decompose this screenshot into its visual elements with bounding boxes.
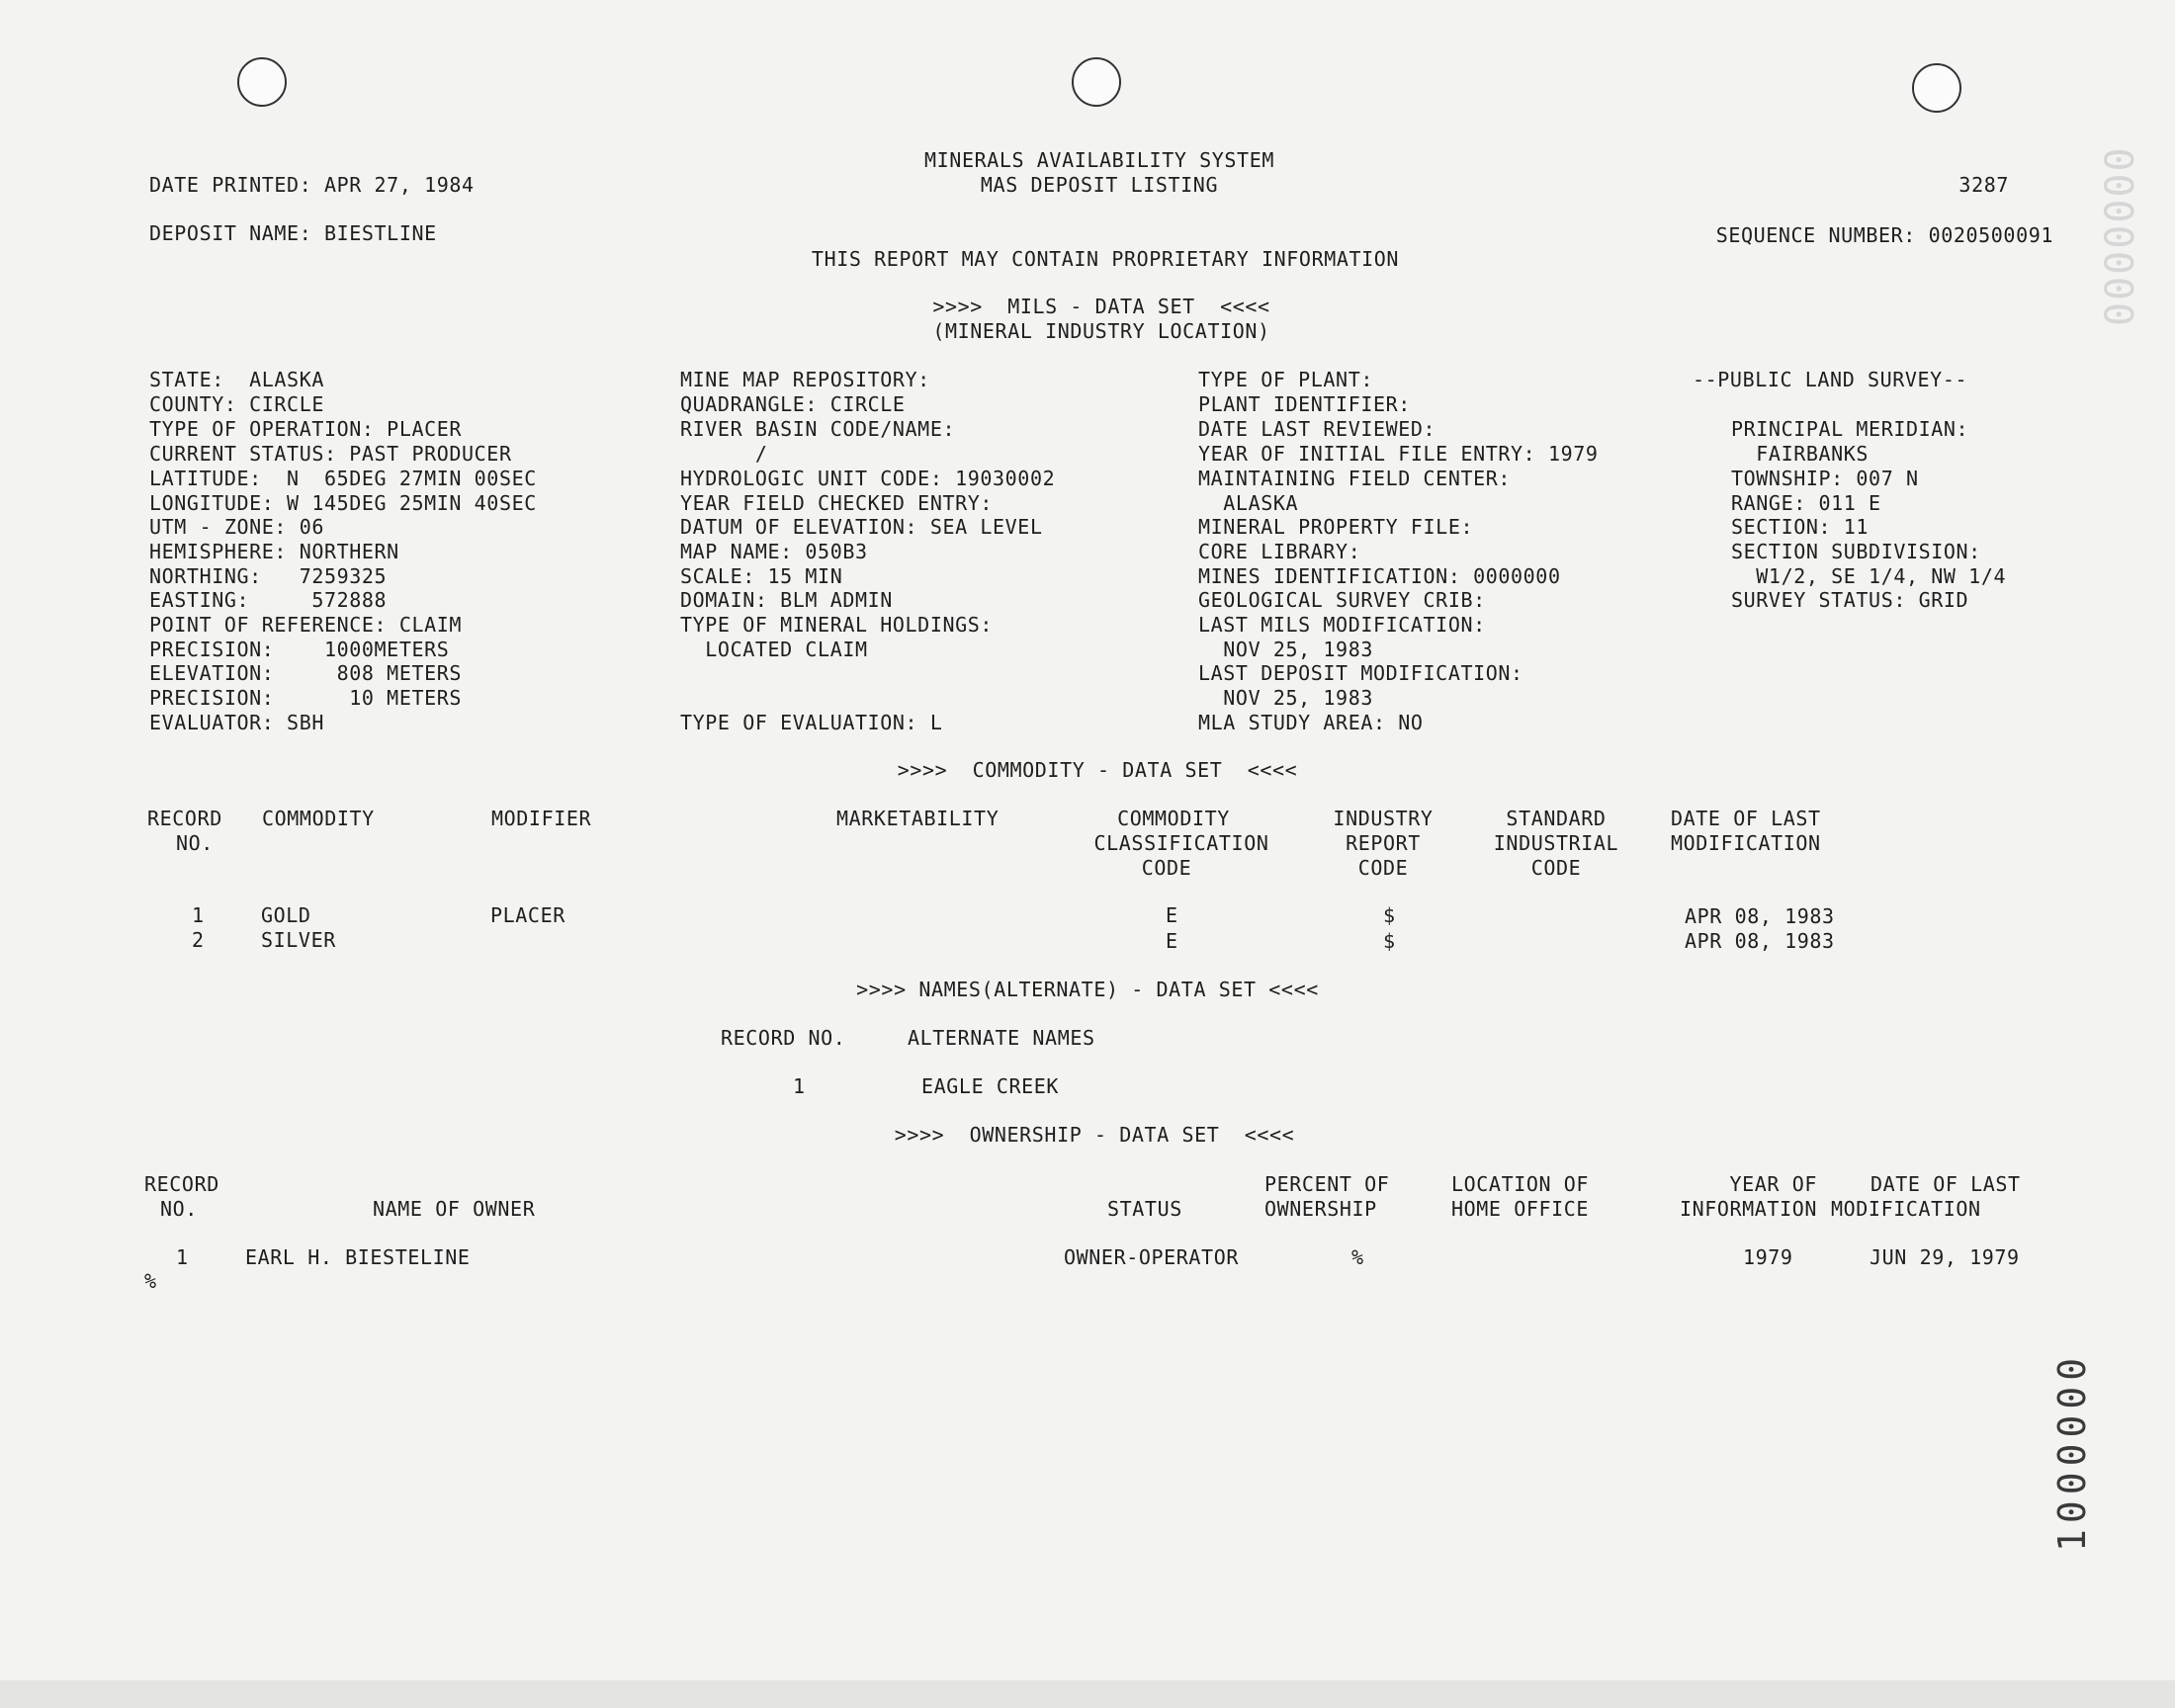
mils-field: PLANT IDENTIFIER: bbox=[1198, 392, 1411, 416]
date-printed: DATE PRINTED: APR 27, 1984 bbox=[149, 173, 475, 197]
cell-date: JUN 29, 1979 bbox=[1870, 1245, 2020, 1269]
mils-field: EASTING: 572888 bbox=[149, 588, 388, 612]
col-header-year: INFORMATION bbox=[1679, 1197, 1817, 1221]
cell-status: OWNER-OPERATOR bbox=[1064, 1245, 1239, 1269]
col-header-modifier: MODIFIER bbox=[491, 807, 592, 830]
col-header-date: DATE OF LAST bbox=[1671, 807, 1821, 830]
mils-field: LONGITUDE: W 145DEG 25MIN 40SEC bbox=[149, 491, 537, 515]
col-header-date: MODIFICATION bbox=[1831, 1197, 1981, 1221]
punch-hole-center bbox=[1072, 57, 1121, 107]
page-number: 3287 bbox=[1958, 173, 2009, 197]
col-header-commodity: COMMODITY bbox=[262, 807, 375, 830]
mils-field: / bbox=[680, 442, 768, 466]
pls-field: SECTION: 11 bbox=[1731, 515, 1870, 539]
margin-ghost-number: 0000000 bbox=[2098, 145, 2143, 326]
mils-field: QUADRANGLE: CIRCLE bbox=[680, 392, 906, 416]
ownership-section-title: >>>> OWNERSHIP - DATA SET <<<< bbox=[894, 1123, 1295, 1147]
punch-hole-left bbox=[237, 57, 287, 107]
mils-field: TYPE OF PLANT: bbox=[1198, 368, 1373, 391]
pls-field: TOWNSHIP: 007 N bbox=[1731, 467, 1919, 490]
mils-field: MLA STUDY AREA: NO bbox=[1198, 711, 1424, 734]
cell-date: APR 08, 1983 bbox=[1685, 929, 1835, 953]
col-header-standard: INDUSTRIAL bbox=[1493, 831, 1619, 855]
cell-industry-code: $ bbox=[1383, 929, 1396, 953]
mils-field: LATITUDE: N 65DEG 27MIN 00SEC bbox=[149, 467, 537, 490]
col-header-location: HOME OFFICE bbox=[1451, 1197, 1590, 1221]
mils-field: TYPE OF MINERAL HOLDINGS: bbox=[680, 613, 994, 637]
mils-field: NOV 25, 1983 bbox=[1198, 638, 1373, 661]
margin-stamp-number: 1000000 bbox=[2050, 1351, 2094, 1552]
page-bottom-edge bbox=[0, 1680, 2175, 1708]
cell-record-no: 2 bbox=[192, 928, 205, 952]
col-header-location: LOCATION OF bbox=[1451, 1172, 1590, 1196]
col-header-owner-name: NAME OF OWNER bbox=[373, 1197, 536, 1221]
ownership-trailer: % bbox=[144, 1269, 157, 1293]
col-header-standard: STANDARD bbox=[1506, 807, 1607, 830]
mils-field: MAINTAINING FIELD CENTER: bbox=[1198, 467, 1512, 490]
cell-industry-code: $ bbox=[1383, 903, 1396, 927]
col-header-status: STATUS bbox=[1107, 1197, 1182, 1221]
cell-alternate-name: EAGLE CREEK bbox=[921, 1074, 1060, 1098]
col-header-percent: PERCENT OF bbox=[1264, 1172, 1390, 1196]
sequence-number: SEQUENCE NUMBER: 0020500091 bbox=[1715, 223, 2053, 247]
mils-field: DOMAIN: BLM ADMIN bbox=[680, 588, 893, 612]
mils-field: ELEVATION: 808 METERS bbox=[149, 661, 463, 685]
pls-field: RANGE: 011 E bbox=[1731, 491, 1881, 515]
cell-record-no: 1 bbox=[793, 1074, 806, 1098]
col-header-marketability: MARKETABILITY bbox=[836, 807, 1000, 830]
cell-class-code: E bbox=[1166, 903, 1178, 927]
mils-field: LAST MILS MODIFICATION: bbox=[1198, 613, 1486, 637]
mils-field: HYDROLOGIC UNIT CODE: 19030002 bbox=[680, 467, 1056, 490]
mils-field: NOV 25, 1983 bbox=[1198, 686, 1373, 710]
system-title: MINERALS AVAILABILITY SYSTEM bbox=[924, 148, 1274, 172]
col-header-percent: OWNERSHIP bbox=[1264, 1197, 1377, 1221]
mils-field: YEAR FIELD CHECKED ENTRY: bbox=[680, 491, 994, 515]
mils-field: POINT OF REFERENCE: CLAIM bbox=[149, 613, 463, 637]
names-section-title: >>>> NAMES(ALTERNATE) - DATA SET <<<< bbox=[856, 978, 1319, 1001]
mils-field: CURRENT STATUS: PAST PRODUCER bbox=[149, 442, 512, 466]
mils-field: YEAR OF INITIAL FILE ENTRY: 1979 bbox=[1198, 442, 1599, 466]
listing-title: MAS DEPOSIT LISTING bbox=[980, 173, 1219, 197]
mils-field: DATE LAST REVIEWED: bbox=[1198, 417, 1436, 441]
mils-field: EVALUATOR: SBH bbox=[149, 711, 324, 734]
cell-record-no: 1 bbox=[176, 1245, 189, 1269]
pls-field: SURVEY STATUS: GRID bbox=[1731, 588, 1969, 612]
col-header-standard: CODE bbox=[1530, 856, 1582, 880]
mils-field: STATE: ALASKA bbox=[149, 368, 324, 391]
pls-field: PRINCIPAL MERIDIAN: bbox=[1731, 417, 1969, 441]
col-header-classification: COMMODITY bbox=[1117, 807, 1230, 830]
mils-field: TYPE OF EVALUATION: L bbox=[680, 711, 943, 734]
mils-field: MINE MAP REPOSITORY: bbox=[680, 368, 930, 391]
cell-year: 1979 bbox=[1743, 1245, 1793, 1269]
mils-field: LAST DEPOSIT MODIFICATION: bbox=[1198, 661, 1523, 685]
mils-field: DATUM OF ELEVATION: SEA LEVEL bbox=[680, 515, 1043, 539]
cell-date: APR 08, 1983 bbox=[1685, 904, 1835, 928]
proprietary-notice: THIS REPORT MAY CONTAIN PROPRIETARY INFORMATION bbox=[811, 247, 1400, 271]
mils-field: HEMISPHERE: NORTHERN bbox=[149, 540, 399, 563]
mils-field: NORTHING: 7259325 bbox=[149, 564, 388, 588]
cell-modifier: PLACER bbox=[490, 903, 566, 927]
commodity-section-title: >>>> COMMODITY - DATA SET <<<< bbox=[897, 758, 1298, 782]
col-header-alternate-names: ALTERNATE NAMES bbox=[908, 1026, 1095, 1050]
col-header-classification: CODE bbox=[1141, 856, 1192, 880]
mils-field: SCALE: 15 MIN bbox=[680, 564, 843, 588]
mils-field: MAP NAME: 050B3 bbox=[680, 540, 868, 563]
col-header-industry: REPORT bbox=[1346, 831, 1421, 855]
pls-title: --PUBLIC LAND SURVEY-- bbox=[1693, 368, 1968, 391]
mils-field: COUNTY: CIRCLE bbox=[149, 392, 324, 416]
pls-field: SECTION SUBDIVISION: bbox=[1731, 540, 1981, 563]
mils-section-title: >>>> MILS - DATA SET <<<< bbox=[932, 295, 1270, 318]
mils-field: MINES IDENTIFICATION: 0000000 bbox=[1198, 564, 1561, 588]
col-header-record-no: RECORD NO. bbox=[721, 1026, 846, 1050]
cell-owner-name: EARL H. BIESTELINE bbox=[245, 1245, 471, 1269]
mils-field: UTM - ZONE: 06 bbox=[149, 515, 324, 539]
col-header-record: RECORD bbox=[147, 807, 222, 830]
pls-field: W1/2, SE 1/4, NW 1/4 bbox=[1731, 564, 2007, 588]
col-header-industry: CODE bbox=[1357, 856, 1409, 880]
mils-field: TYPE OF OPERATION: PLACER bbox=[149, 417, 463, 441]
cell-class-code: E bbox=[1166, 929, 1178, 953]
cell-commodity: SILVER bbox=[261, 928, 336, 952]
mils-section-subtitle: (MINERAL INDUSTRY LOCATION) bbox=[932, 319, 1270, 343]
col-header-classification: CLASSIFICATION bbox=[1093, 831, 1269, 855]
col-header-record-no: NO. bbox=[176, 831, 214, 855]
mils-field: MINERAL PROPERTY FILE: bbox=[1198, 515, 1474, 539]
col-header-year: YEAR OF bbox=[1729, 1172, 1817, 1196]
punch-hole-right bbox=[1912, 63, 1961, 113]
mils-field: CORE LIBRARY: bbox=[1198, 540, 1361, 563]
pls-field: FAIRBANKS bbox=[1731, 442, 1870, 466]
col-header-date: MODIFICATION bbox=[1671, 831, 1821, 855]
cell-percent: % bbox=[1351, 1245, 1364, 1269]
col-header-record-no: NO. bbox=[160, 1197, 198, 1221]
deposit-name: DEPOSIT NAME: BIESTLINE bbox=[149, 221, 437, 245]
mils-field: PRECISION: 1000METERS bbox=[149, 638, 450, 661]
cell-commodity: GOLD bbox=[261, 903, 311, 927]
mils-field: PRECISION: 10 METERS bbox=[149, 686, 463, 710]
mils-field: RIVER BASIN CODE/NAME: bbox=[680, 417, 956, 441]
mils-field: LOCATED CLAIM bbox=[680, 638, 868, 661]
mils-field: GEOLOGICAL SURVEY CRIB: bbox=[1198, 588, 1486, 612]
col-header-record: RECORD bbox=[144, 1172, 219, 1196]
col-header-industry: INDUSTRY bbox=[1333, 807, 1434, 830]
col-header-date: DATE OF LAST bbox=[1870, 1172, 2021, 1196]
mils-field: ALASKA bbox=[1198, 491, 1299, 515]
cell-record-no: 1 bbox=[192, 903, 205, 927]
